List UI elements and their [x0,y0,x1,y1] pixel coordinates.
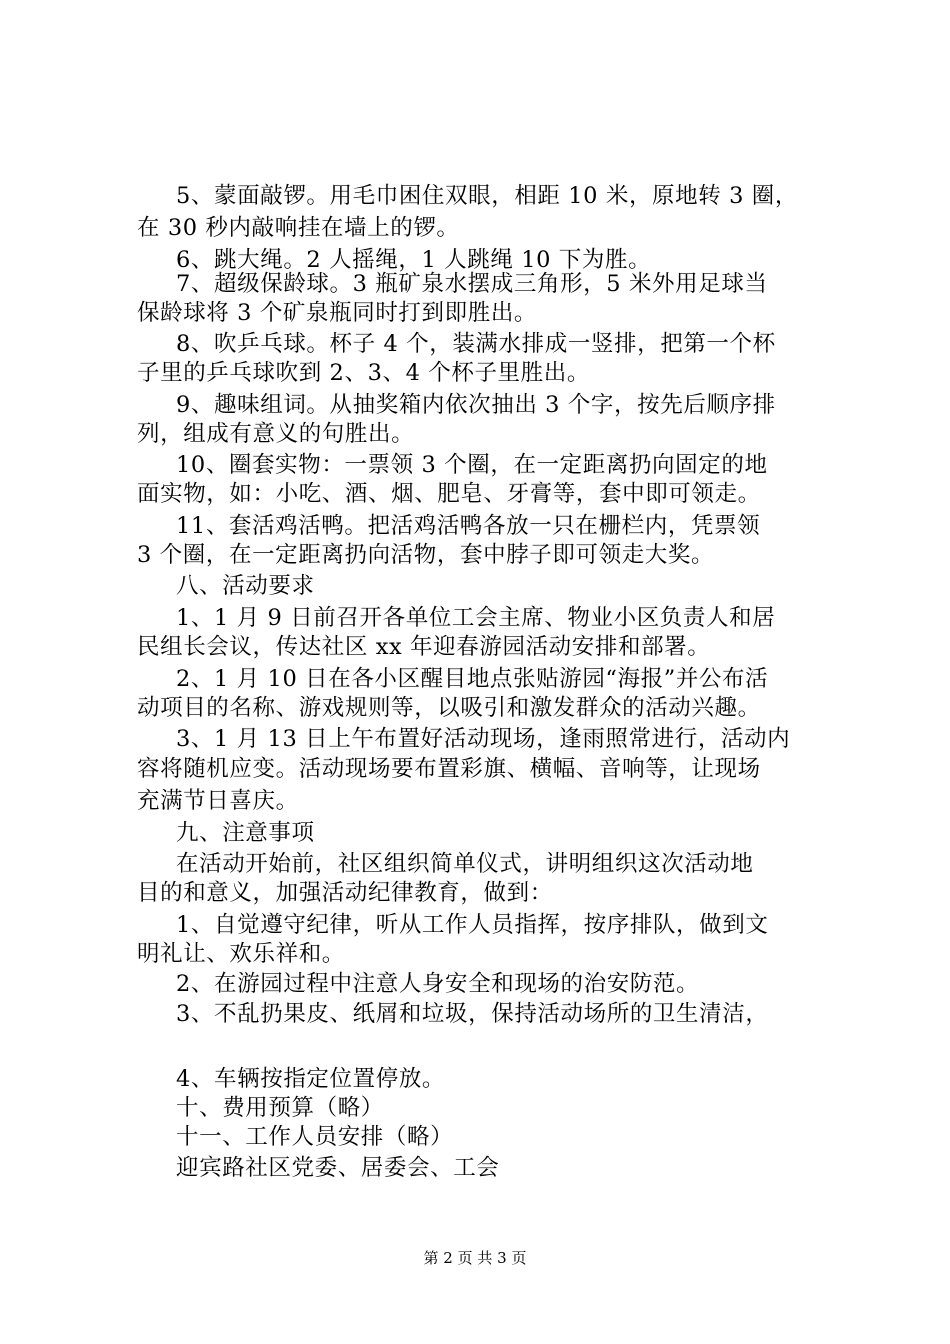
section-heading: 十一、工作人员安排（略） [176,1124,454,1150]
paragraph-line: 11、套活鸡活鸭。把活鸡活鸭各放一只在栅栏内，凭票领 [176,513,761,539]
section-heading: 十、费用预算（略） [176,1095,384,1121]
paragraph-line: 目的和意义，加强活动纪律教育，做到： [137,880,553,906]
paragraph-line: 9、趣味组词。从抽奖箱内依次抽出 3 个字，按先后顺序排 [176,392,776,418]
paragraph-line: 1、自觉遵守纪律，听从工作人员指挥，按序排队，做到文 [176,912,769,938]
page-footer: 第 2 页 共 3 页 [423,1249,527,1267]
signature-line: 迎宾路社区党委、居委会、工会 [176,1155,500,1181]
paragraph-line: 民组长会议，传达社区 xx 年迎春游园活动安排和部署。 [137,634,711,660]
paragraph-line: 容将随机应变。活动现场要布置彩旗、横幅、音响等，让现场 [137,756,761,782]
paragraph-line: 2、1 月 10 日在各小区醒目地点张贴游园“海报”并公布活 [176,666,769,692]
paragraph-line: 列，组成有意义的句胜出。 [137,421,415,447]
paragraph-line: 子里的乒乓球吹到 2、3、4 个杯子里胜出。 [137,360,590,386]
paragraph-line: 8、吹乒乓球。杯子 4 个，装满水排成一竖排，把第一个杯 [176,331,776,357]
paragraph-line: 5、蒙面敲锣。用毛巾困住双眼，相距 10 米，原地转 3 圈， [176,183,798,209]
paragraph-line: 保龄球将 3 个矿泉瓶同时打到即胜出。 [137,300,538,326]
paragraph-line: 动项目的名称、游戏规则等，以吸引和激发群众的活动兴趣。 [137,695,761,721]
paragraph-line: 3、不乱扔果皮、纸屑和垃圾，保持活动场所的卫生清洁， [176,1001,769,1027]
paragraph-line: 充满节日喜庆。 [137,788,299,814]
paragraph-line: 7、超级保龄球。3 瓶矿泉水摆成三角形，5 米外用足球当 [176,271,768,297]
paragraph-line: 4、车辆按指定位置停放。 [176,1066,446,1092]
paragraph-line: 6、跳大绳。2 人摇绳，1 人跳绳 10 下为胜。 [176,247,652,273]
paragraph-line: 在 30 秒内敲响挂在墙上的锣。 [137,215,460,241]
paragraph-line: 在活动开始前，社区组织简单仪式，讲明组织这次活动地 [176,851,754,877]
section-heading: 八、活动要求 [176,573,315,599]
paragraph-line: 明礼让、欢乐祥和。 [137,941,345,967]
paragraph-line: 1、1 月 9 日前召开各单位工会主席、物业小区负责人和居 [176,605,776,631]
paragraph-line: 面实物，如：小吃、酒、烟、肥皂、牙膏等，套中即可领走。 [137,481,761,507]
paragraph-line: 3、1 月 13 日上午布置好活动现场，逢雨照常进行，活动内 [176,726,791,752]
paragraph-line: 3 个圈，在一定距离扔向活物，套中脖子即可领走大奖。 [137,542,715,568]
section-heading: 九、注意事项 [176,820,315,846]
paragraph-line: 10、圈套实物：一票领 3 个圈，在一定距离扔向固定的地 [176,452,768,478]
paragraph-line: 2、在游园过程中注意人身安全和现场的治安防范。 [176,971,700,997]
